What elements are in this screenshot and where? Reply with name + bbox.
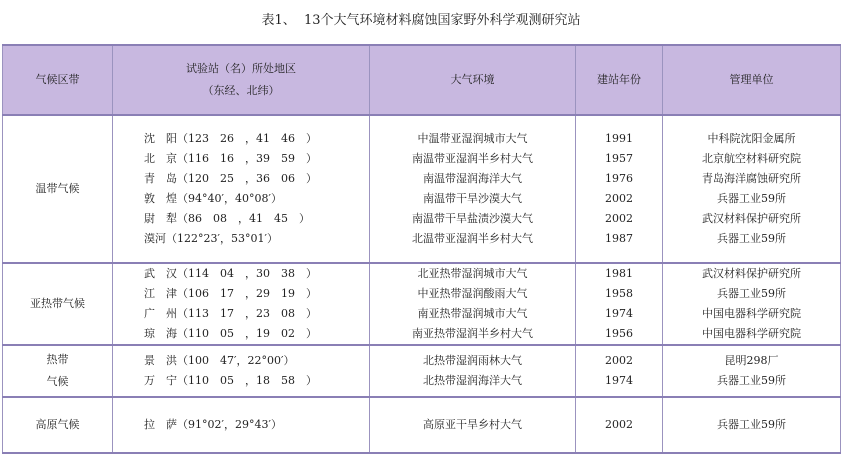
year-text: 2002 bbox=[605, 418, 633, 431]
year-text: 1974 bbox=[605, 307, 633, 320]
environment-text: 中温带亚湿润城市大气 bbox=[417, 132, 528, 145]
environment-text: 北温带亚湿润半乡村大气 bbox=[412, 232, 533, 245]
environment-text: 南温带干旱盐渍沙漠大气 bbox=[412, 212, 533, 225]
environment-text: 中亚热带湿润酸雨大气 bbox=[417, 287, 528, 300]
climate-zone-cell: 热带 气候 bbox=[3, 345, 113, 397]
unit-text: 中国电器科学研究院 bbox=[702, 327, 801, 340]
year-text: 1957 bbox=[605, 152, 633, 165]
environment-text: 南亚热带湿润城市大气 bbox=[417, 307, 528, 320]
station-text: 琼 海（110 05 ，19 02 ） bbox=[144, 327, 317, 340]
unit-text: 北京航空材料研究院 bbox=[702, 152, 801, 165]
year-text: 1987 bbox=[605, 232, 633, 245]
header-station bbox=[113, 45, 370, 115]
year-text: 1991 bbox=[605, 132, 633, 145]
station-text: 拉 萨（91°02′，29°43′） bbox=[144, 418, 282, 431]
unit-text: 兵器工业59所 bbox=[717, 232, 786, 245]
year-text: 2002 bbox=[605, 354, 633, 367]
unit-text: 兵器工业59所 bbox=[717, 192, 786, 205]
environment-text: 南温带亚湿润半乡村大气 bbox=[412, 152, 533, 165]
year-text: 1956 bbox=[605, 327, 633, 340]
header-zone: 气候区带 bbox=[3, 45, 113, 115]
climate-zone-cell: 高原气候 bbox=[3, 397, 113, 453]
station-text: 漠河（122°23′，53°01′） bbox=[144, 232, 278, 245]
environment-text: 南温带湿润海洋大气 bbox=[423, 172, 522, 185]
unit-text: 武汉材料保护研究所 bbox=[702, 267, 801, 280]
group-row bbox=[3, 397, 841, 453]
year-text: 1976 bbox=[605, 172, 633, 185]
year-cell bbox=[576, 115, 663, 263]
environment-text: 南温带干旱沙漠大气 bbox=[423, 192, 522, 205]
environment-text: 北热带湿润海洋大气 bbox=[423, 374, 522, 387]
group-row bbox=[3, 115, 841, 263]
station-cell bbox=[113, 397, 370, 453]
station-cell bbox=[113, 345, 370, 397]
environment-cell bbox=[370, 345, 576, 397]
unit-text: 青岛海洋腐蚀研究所 bbox=[702, 172, 801, 185]
station-text: 青 岛（120 25 ，36 06 ） bbox=[144, 172, 317, 185]
environment-text: 南亚热带湿润半乡村大气 bbox=[412, 327, 533, 340]
year-cell bbox=[576, 397, 663, 453]
environment-text: 北亚热带湿润城市大气 bbox=[417, 267, 528, 280]
unit-cell bbox=[663, 345, 841, 397]
station-text: 北 京（116 16 ，39 59 ） bbox=[144, 152, 317, 165]
station-cell bbox=[113, 263, 370, 345]
unit-text: 兵器工业59所 bbox=[717, 374, 786, 387]
environment-text: 高原亚干旱乡村大气 bbox=[423, 418, 522, 431]
station-text: 武 汉（114 04 ，30 38 ） bbox=[144, 267, 317, 280]
group-row bbox=[3, 263, 841, 345]
header-row bbox=[3, 45, 841, 115]
header-unit: 管理单位 bbox=[663, 45, 841, 115]
station-text: 沈 阳（123 26 ，41 46 ） bbox=[144, 132, 317, 145]
unit-text: 兵器工业59所 bbox=[717, 418, 786, 431]
climate-zone-cell: 亚热带气候 bbox=[3, 263, 113, 345]
group-row bbox=[3, 345, 841, 397]
year-text: 1981 bbox=[605, 267, 633, 280]
year-text: 2002 bbox=[605, 212, 633, 225]
year-text: 2002 bbox=[605, 192, 633, 205]
station-text: 尉 犁（86 08 ，41 45 ） bbox=[144, 212, 310, 225]
header-year: 建站年份 bbox=[576, 45, 663, 115]
environment-cell bbox=[370, 115, 576, 263]
environment-cell bbox=[370, 263, 576, 345]
station-text: 江 津（106 17 ，29 19 ） bbox=[144, 287, 317, 300]
stations-table bbox=[2, 44, 841, 454]
unit-text: 兵器工业59所 bbox=[717, 287, 786, 300]
environment-text: 北热带湿润雨林大气 bbox=[423, 354, 522, 367]
unit-text: 昆明298厂 bbox=[724, 354, 779, 367]
header-station-line2: （东经、北纬） bbox=[202, 84, 280, 97]
unit-cell bbox=[663, 263, 841, 345]
header-station-line1: 试验站（名）所处地区 bbox=[186, 62, 296, 75]
environment-cell bbox=[370, 397, 576, 453]
year-text: 1974 bbox=[605, 374, 633, 387]
year-text: 1958 bbox=[605, 287, 633, 300]
unit-cell bbox=[663, 397, 841, 453]
station-text: 万 宁（110 05 ，18 58 ） bbox=[144, 374, 317, 387]
header-env: 大气环境 bbox=[370, 45, 576, 115]
unit-text: 武汉材料保护研究所 bbox=[702, 212, 801, 225]
table-title: 表1、 13个大气环境材料腐蚀国家野外科学观测研究站 bbox=[261, 13, 581, 28]
unit-cell bbox=[663, 115, 841, 263]
climate-zone-cell: 温带气候 bbox=[3, 115, 113, 263]
station-text: 广 州（113 17 ，23 08 ） bbox=[144, 307, 317, 320]
station-text: 景 洪（100 47′，22°00′） bbox=[144, 354, 295, 367]
year-cell bbox=[576, 345, 663, 397]
station-cell bbox=[113, 115, 370, 263]
year-cell bbox=[576, 263, 663, 345]
station-text: 敦 煌（94°40′，40°08′） bbox=[144, 192, 282, 205]
unit-text: 中国电器科学研究院 bbox=[702, 307, 801, 320]
unit-text: 中科院沈阳金属所 bbox=[707, 132, 796, 145]
